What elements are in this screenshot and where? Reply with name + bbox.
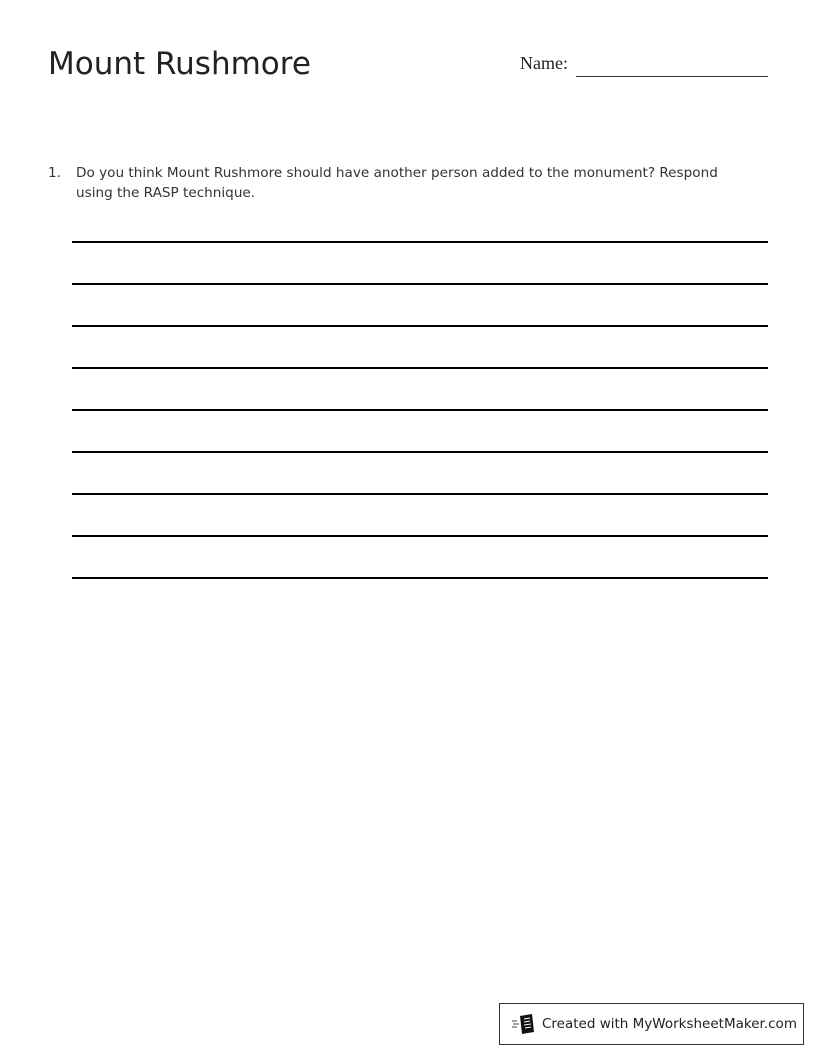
question-number: 1. [48,165,61,181]
question-text: Do you think Mount Rushmore should have another person added to the monument? Respond using the RASP technique. [76,165,718,201]
created-with-text: Created with MyWorksheetMaker.com [542,1016,797,1032]
name-blank-line[interactable] [576,76,768,77]
answer-lines [72,241,768,619]
answer-line-3[interactable] [72,325,768,367]
name-label: Name: [520,53,568,73]
answer-line-5[interactable] [72,409,768,451]
answer-line-4[interactable] [72,367,768,409]
answer-line-2[interactable] [72,283,768,325]
answer-line-6[interactable] [72,451,768,493]
name-field [520,53,768,73]
question-1 [48,164,748,203]
worksheet-maker-logo-icon [512,1013,536,1035]
answer-line-8[interactable] [72,535,768,577]
answer-line-1[interactable] [72,241,768,283]
created-with-badge [499,1003,804,1045]
answer-line-9[interactable] [72,577,768,619]
answer-line-7[interactable] [72,493,768,535]
worksheet-title: Mount Rushmore [48,46,311,82]
